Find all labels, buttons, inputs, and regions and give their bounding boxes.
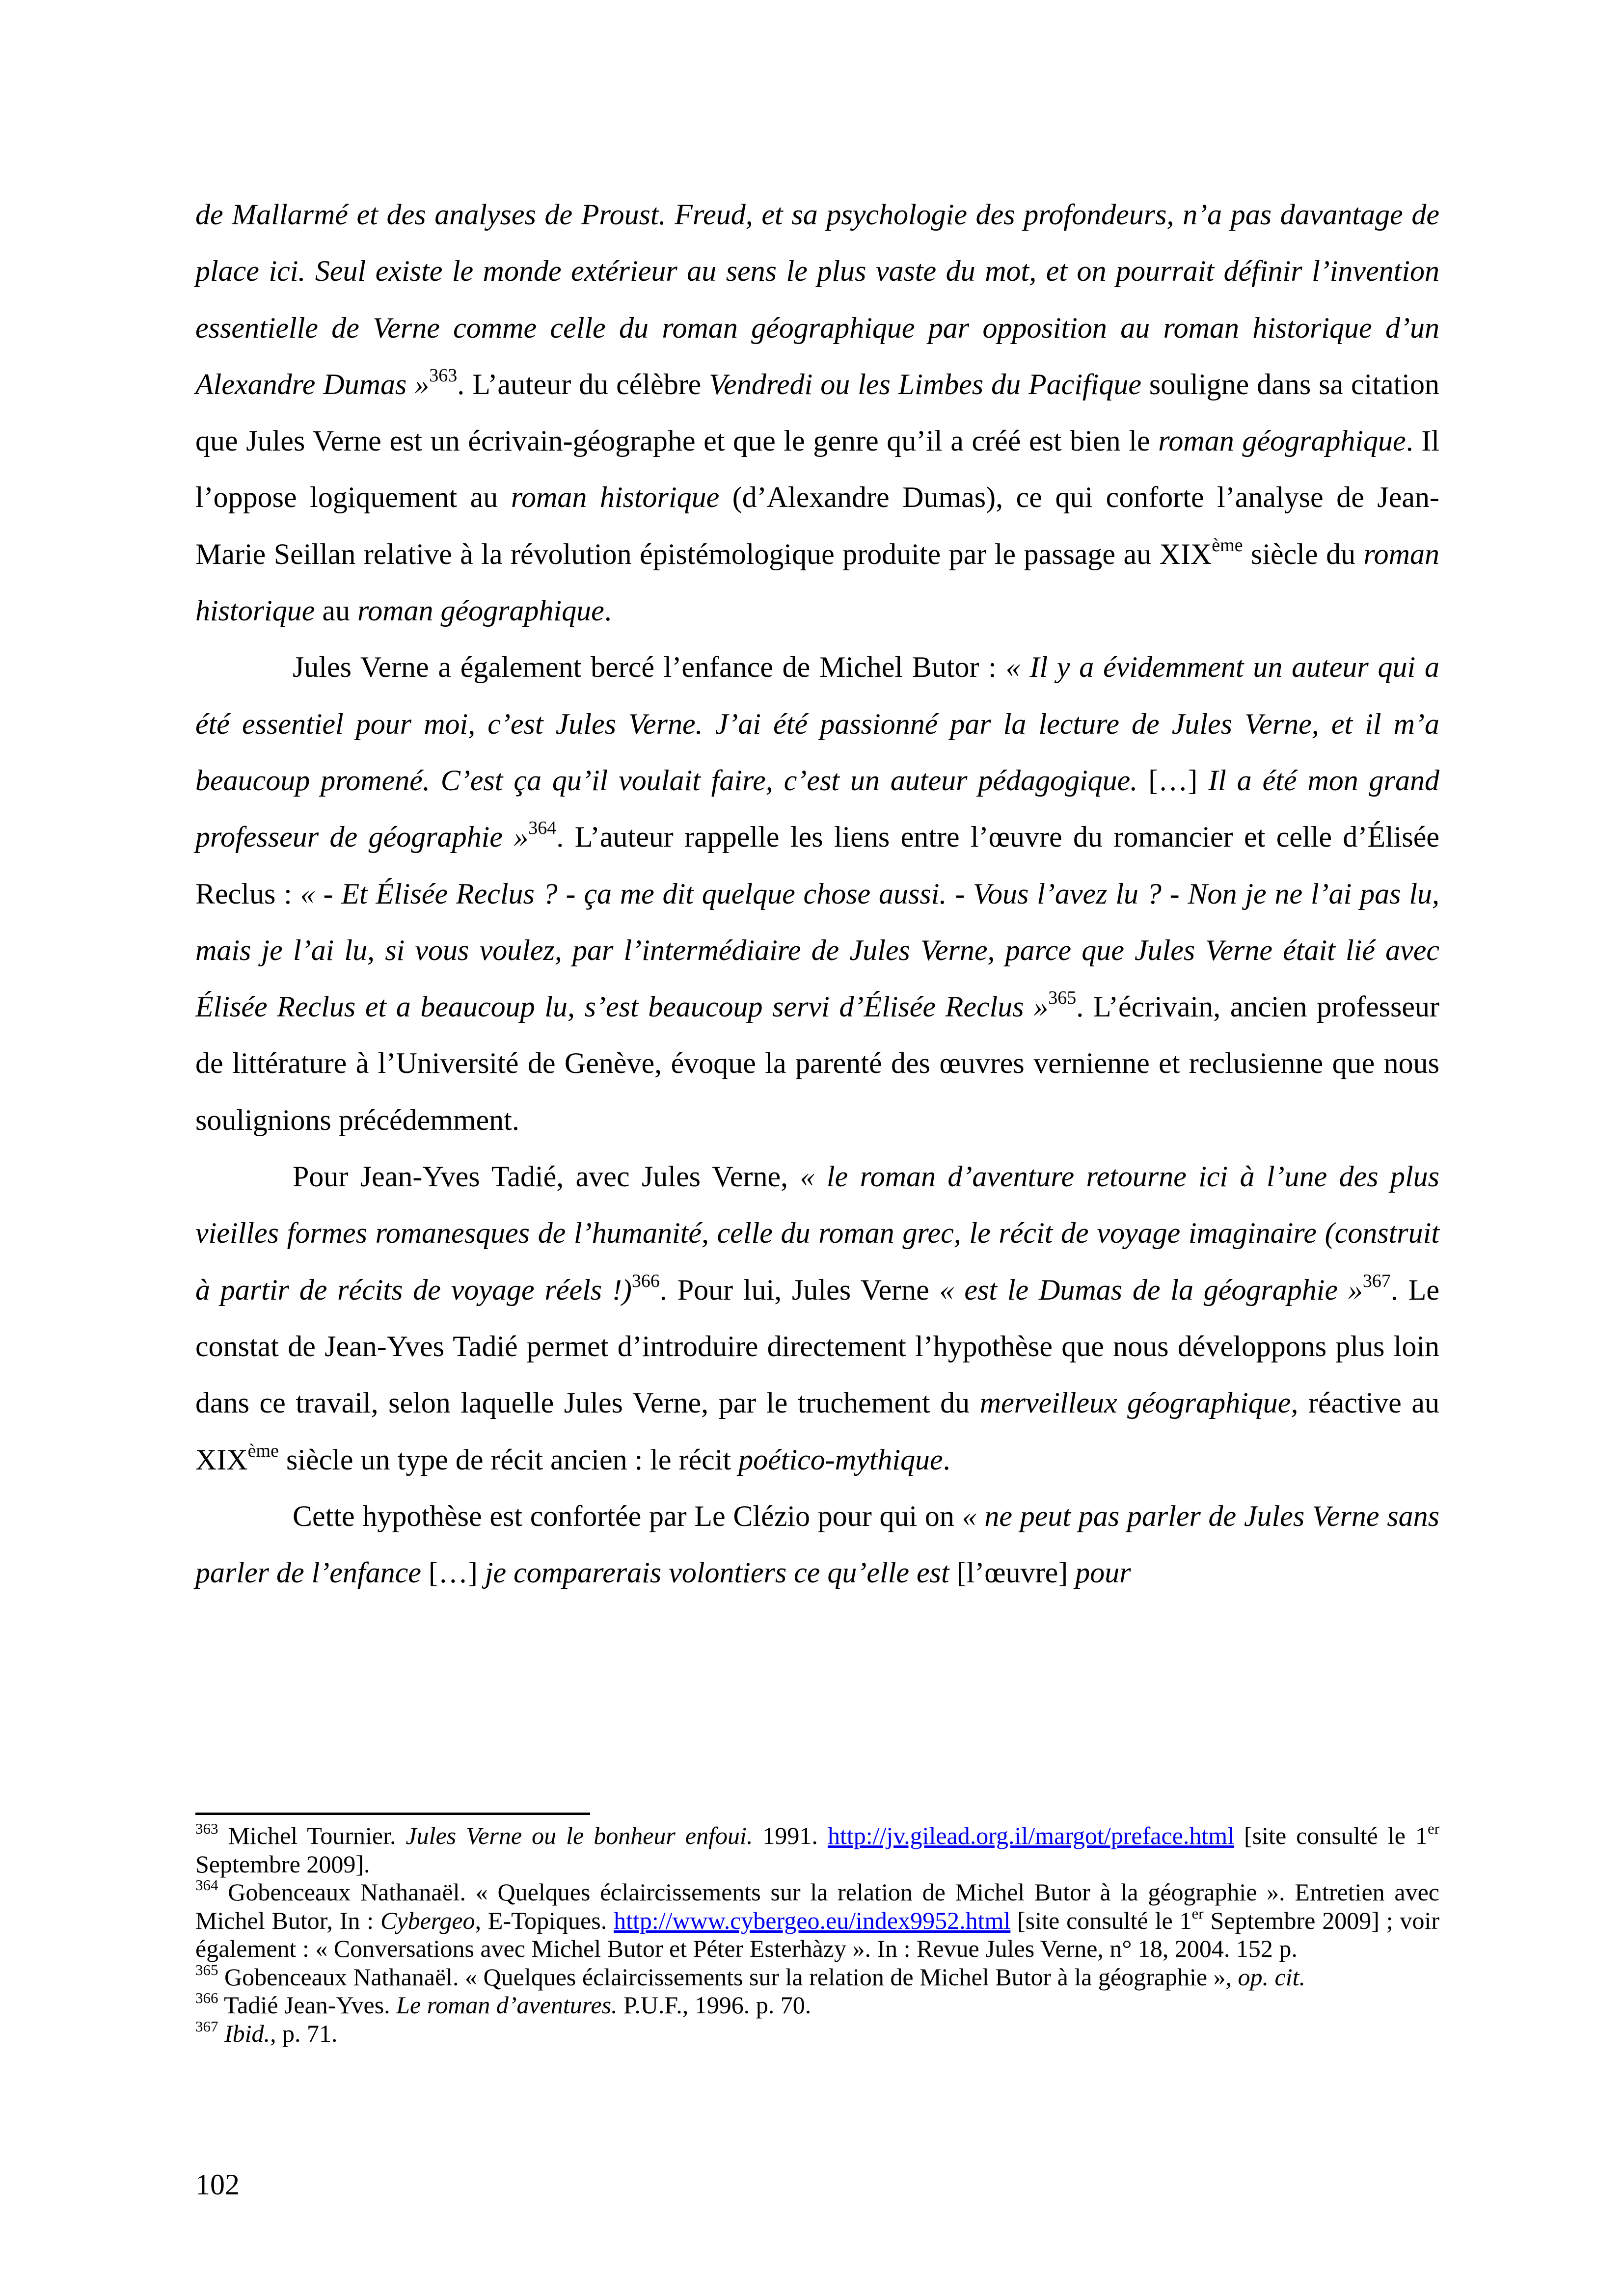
footnote	[195, 1822, 1439, 1878]
text-run: (d’Alexandre Dumas), ce qui conforte l’analyse de Jean-Marie Seillan relative à la révolution épistémologique produite par le passage au XIX	[195, 481, 1440, 570]
italic-text: « est le Dumas de la géographie »	[939, 1273, 1363, 1306]
italic-text: Jules Verne ou le bonheur enfoui.	[406, 1822, 753, 1849]
superscript: 364	[195, 1876, 218, 1894]
paragraph	[195, 1148, 1439, 1488]
italic-text: op. cit.	[1238, 1963, 1306, 1991]
footnotes	[195, 1822, 1439, 2048]
text-run: […]	[421, 1556, 485, 1589]
text-run: . Il l’oppose logiquement au	[195, 425, 1439, 514]
text-run: [site consulté le 1	[1010, 1906, 1192, 1934]
paragraph	[195, 1488, 1439, 1602]
text-run: au	[315, 594, 357, 627]
text-run: , E-Topiques.	[475, 1906, 614, 1934]
italic-text: roman historique	[195, 537, 1439, 627]
italic-text: roman géographique	[357, 594, 604, 627]
text-run: Gobenceaux Nathanaël. « Quelques éclaircissements sur la relation de Michel Butor à la géographie ». Entretien avec Michel Butor, In :	[195, 1878, 1439, 1934]
italic-text: roman historique	[511, 481, 720, 514]
text-run: réactive au XIX	[195, 1387, 1439, 1476]
italic-text: Ibid.,	[224, 2019, 276, 2047]
text-run: .	[943, 1443, 950, 1476]
superscript: 364	[528, 818, 557, 839]
superscript: 367	[195, 2017, 218, 2035]
italic-text: « - Et Élisée Reclus ? - ça me dit quelque chose aussi. - Vous l’avez lu ? - Non je ne l’ai pas lu, mais je l’ai lu, si vous voulez, par l’intermédiaire de Jules Verne, parce que Jules Verne était lié avec Élisée Reclus et a beaucoup lu, s’est beaucoup servi d’Élisée Reclus »	[195, 877, 1439, 1023]
italic-text: Il a été mon grand professeur de géographie »	[195, 764, 1440, 854]
italic-text: pour	[1075, 1556, 1131, 1589]
text-run: [site consulté le 1	[1234, 1822, 1428, 1849]
text-run: 1991.	[753, 1822, 828, 1849]
text-run: Michel Tournier.	[218, 1822, 406, 1849]
footnote	[195, 1878, 1439, 1963]
italic-text: roman géographique	[1158, 425, 1406, 457]
superscript: 363	[195, 1820, 218, 1837]
text-run: [l’œuvre]	[949, 1556, 1076, 1589]
italic-text: Vendredi ou les Limbes du Pacifique	[709, 368, 1141, 400]
italic-text: de Mallarmé et des analyses de Proust. Freud, et sa psychologie des profondeurs, n’a pas davantage de place ici. Seul existe le monde extérieur au sens le plus vaste du mot, et on pourrait définir l’invention essentielle de Verne comme celle du roman géographique par opposition au roman historique d’un Alexandre Dumas »	[195, 198, 1439, 400]
body-text	[195, 187, 1439, 1601]
superscript: 365	[1048, 988, 1077, 1009]
text-run: Gobenceaux Nathanaël. « Quelques éclaircissements sur la relation de Michel Butor à la géographie »,	[218, 1963, 1238, 1991]
text-run: . Le constat de Jean-Yves Tadié permet d’introduire directement l’hypothèse que nous développons plus loin dans ce travail, selon laquelle Jules Verne, par le truchement du	[195, 1273, 1440, 1419]
text-run: Jules Verne a également bercé l’enfance de Michel Butor :	[293, 651, 1006, 684]
text-run: […]	[1137, 764, 1209, 797]
paragraph	[195, 187, 1439, 639]
italic-text: je comparerais volontiers ce qu’elle est	[485, 1556, 949, 1589]
text-run: Septembre 2009] ; voir également : « Conversations avec Michel Butor et Péter Esterhàzy ». In : Revue Jules Verne, n° 18, 2004. 152 p.	[195, 1906, 1440, 1962]
text-run: . Pour lui, Jules Verne	[659, 1273, 940, 1306]
footnote	[195, 1963, 1439, 1992]
text-run: souligne dans sa citation que Jules Verne est un écrivain-géographe et que le genre qu’il a créé est bien le	[195, 368, 1439, 457]
superscript: er	[1191, 1904, 1204, 1922]
superscript: ème	[247, 1440, 279, 1461]
paragraph	[195, 639, 1439, 1148]
italic-text: « ne peut pas parler de Jules Verne sans parler de l’enfance	[195, 1499, 1439, 1589]
external-link[interactable]: http://jv.gilead.org.il/margot/preface.html	[827, 1822, 1235, 1849]
text-run: siècle du	[1243, 537, 1364, 570]
text-run: Pour Jean-Yves Tadié, avec Jules Verne,	[293, 1160, 800, 1193]
text-run: . L’auteur du célèbre	[457, 368, 709, 400]
superscript: er	[1427, 1820, 1440, 1837]
italic-text: Cybergeo	[380, 1906, 475, 1934]
text-run: . L’auteur rappelle les liens entre l’œuvre du romancier et celle d’Élisée Reclus :	[195, 821, 1440, 910]
footnote	[195, 1991, 1439, 2020]
superscript: ème	[1212, 534, 1243, 556]
text-run	[218, 2020, 225, 2047]
italic-text: « le roman d’aventure retourne ici à l’une des plus vieilles formes romanesques de l’humanité, celle du roman grec, le récit de voyage imaginaire (construit à partir de récits de voyage réels !)	[195, 1160, 1439, 1306]
superscript: 366	[195, 1989, 218, 2006]
text-run: Septembre 2009].	[195, 1850, 370, 1878]
text-run: p. 71.	[276, 2019, 338, 2047]
italic-text: « Il y a évidemment un auteur qui a été essentiel pour moi, c’est Jules Verne. J’ai été passionné par la lecture de Jules Verne, et il m’a beaucoup promené. C’est ça qu’il voulait faire, c’est un auteur pédagogique.	[195, 651, 1439, 797]
superscript: 363	[429, 365, 458, 386]
page-number: 102	[195, 2168, 240, 2201]
italic-text: merveilleux géographique,	[979, 1387, 1298, 1419]
italic-text: Le roman d’aventures.	[396, 1991, 618, 2019]
text-run: .	[604, 594, 612, 627]
superscript: 365	[195, 1961, 218, 1978]
footnote	[195, 2017, 1439, 2048]
italic-text: poético-mythique	[738, 1443, 943, 1476]
text-run: Tadié Jean-Yves.	[218, 1991, 397, 2019]
superscript: 367	[1362, 1270, 1391, 1291]
external-link[interactable]: http://www.cybergeo.eu/index9952.html	[614, 1906, 1011, 1934]
text-run: P.U.F., 1996. p. 70.	[617, 1991, 812, 2019]
footnote-separator	[195, 1813, 590, 1815]
text-run: . L’écrivain, ancien professeur de littérature à l’Université de Genève, évoque la parenté des œuvres vernienne et reclusienne que nous soulignions précédemment.	[195, 990, 1439, 1136]
text-run: siècle un type de récit ancien : le récit	[278, 1443, 739, 1476]
superscript: 366	[631, 1270, 660, 1291]
text-run: Cette hypothèse est confortée par Le Clézio pour qui on	[293, 1499, 962, 1532]
